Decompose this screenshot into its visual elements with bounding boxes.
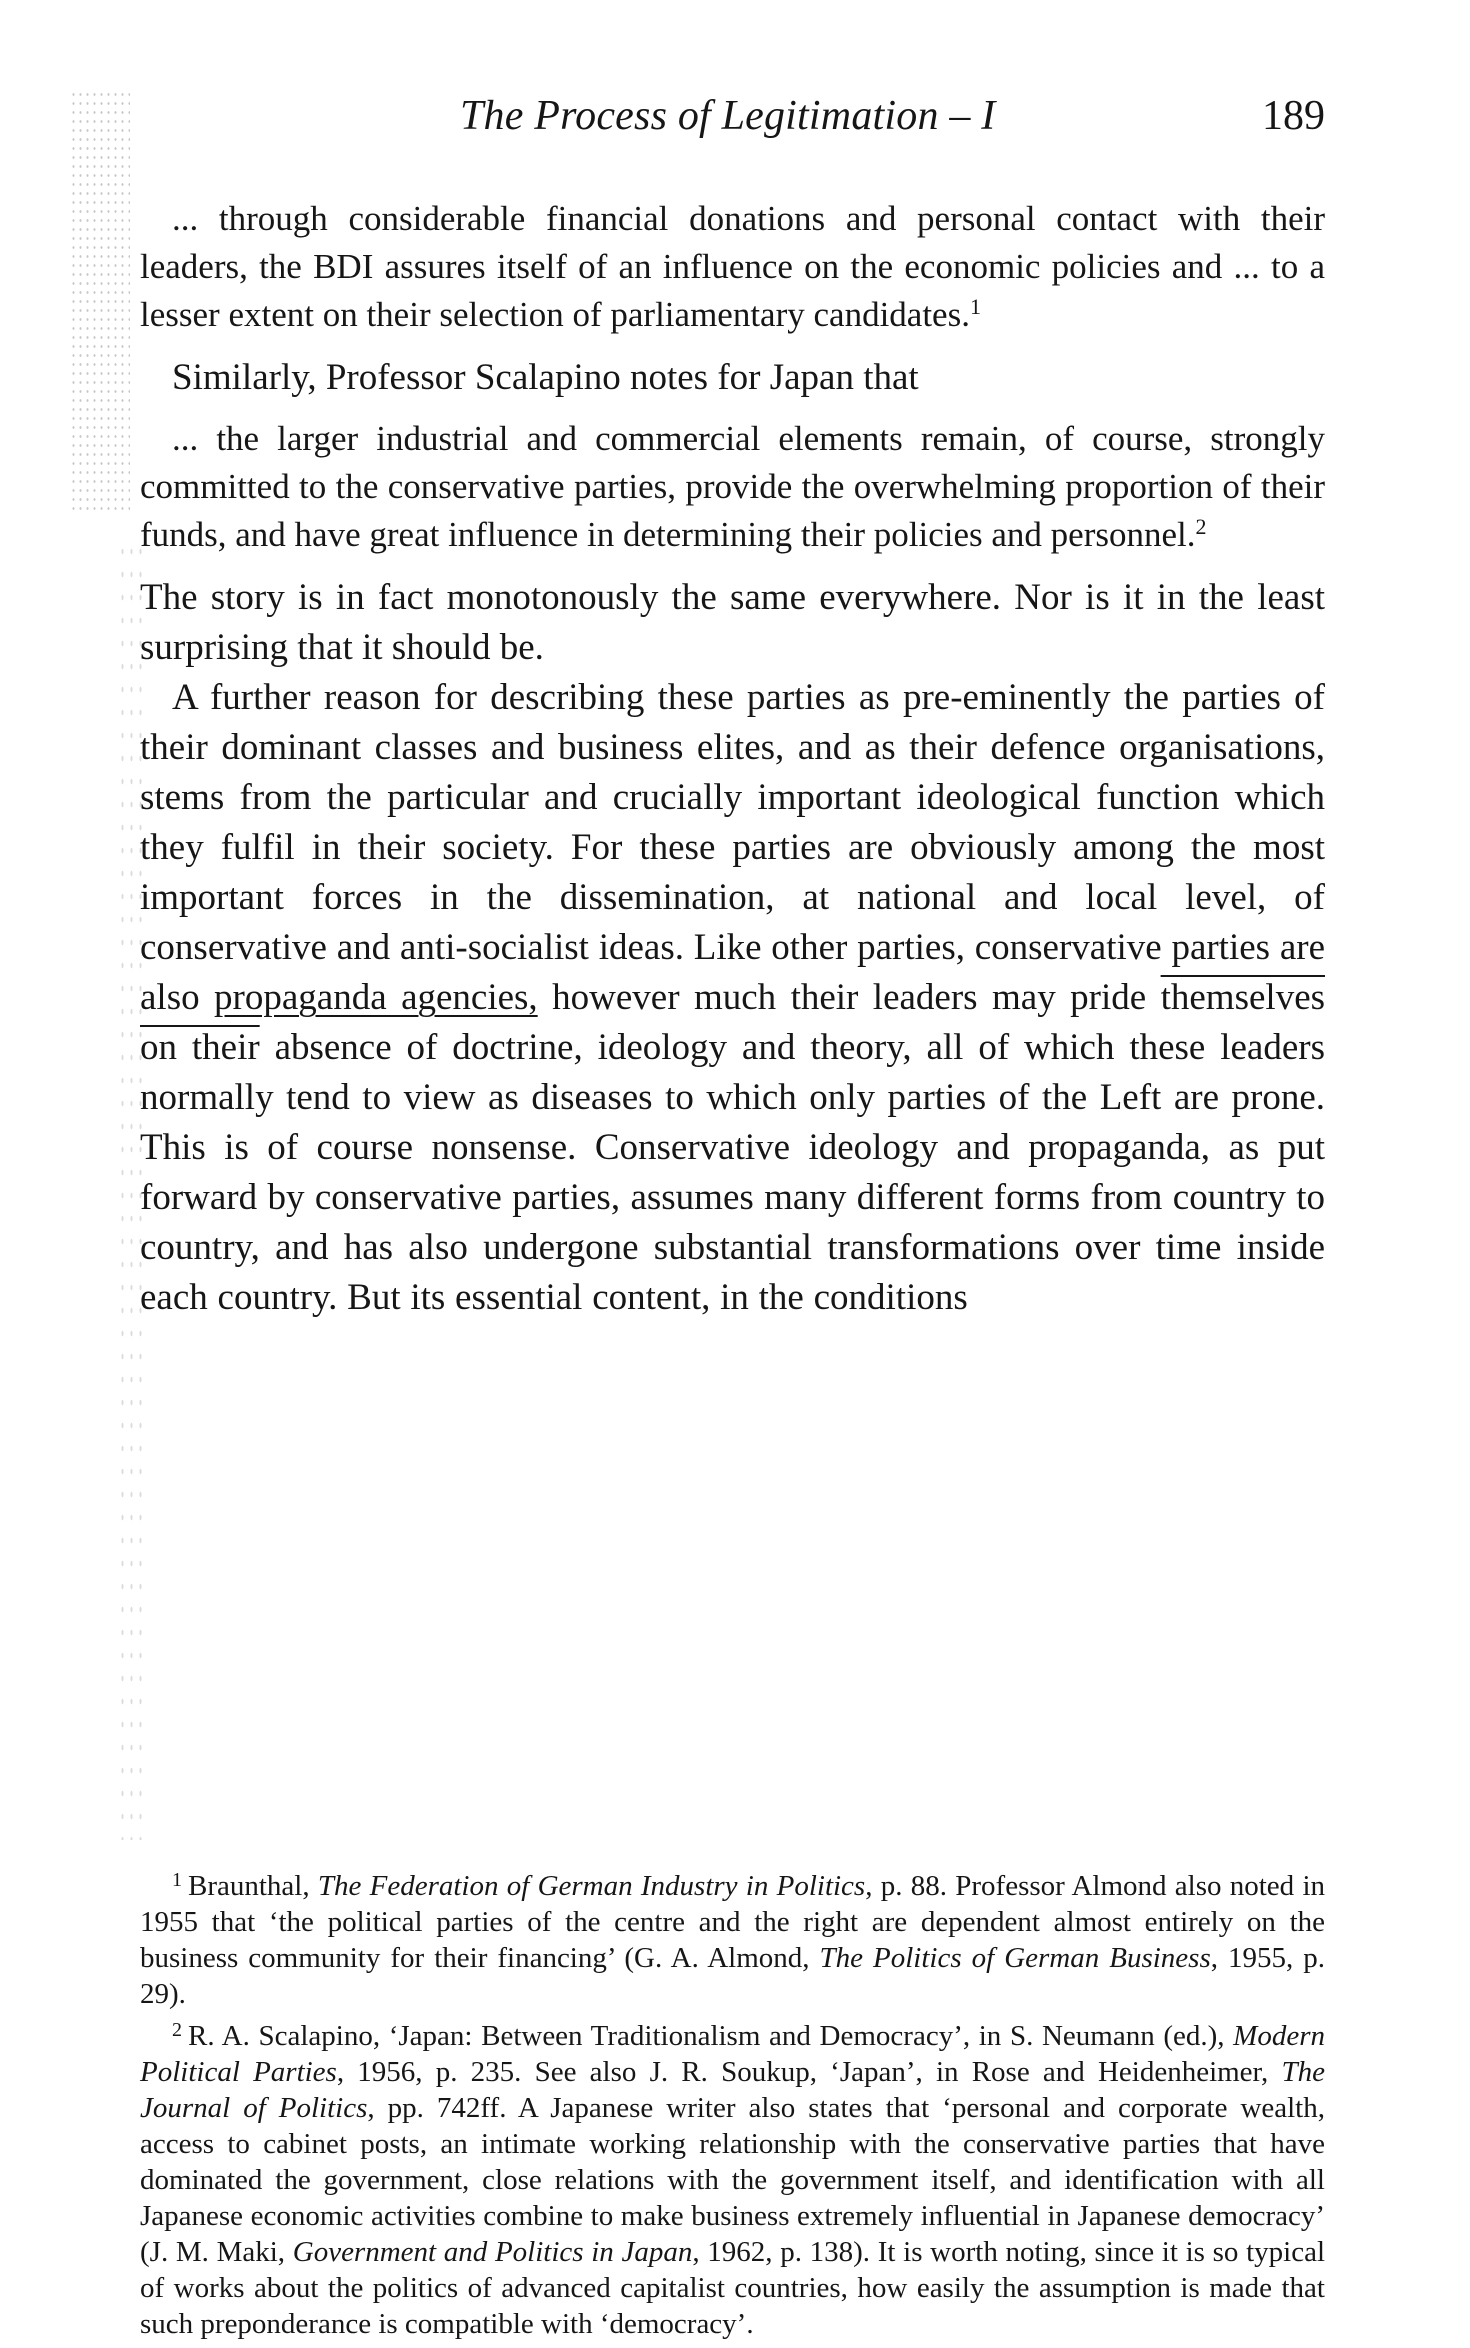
footnote-text: , pp. 742ff. A Japanese writer also states that ‘personal and corporate wealth, access to cabinet posts, an intimate working relationship with the conservative parties that have dominated the government, close relations with the government itself, and identification with all Japanese economic activities combine to make business extremely influential in Japanese democracy’ (J. M. Maki, <box>140 2092 1325 2268</box>
footnote-text: , 1962, p. 138). It is worth noting, since it is so typical of works about the politics of advanced capitalist countries, how easily the assumption is made that such preponderance is compatible with ‘democracy’. <box>140 2236 1326 2340</box>
footnote-ref-2: 2 <box>1195 514 1207 539</box>
footnote-text: R. A. Scalapino, ‘Japan: Between Traditionalism and Democracy’, in S. Neumann (ed.), <box>188 2020 1234 2052</box>
paragraph-ideological-function <box>140 673 1325 1323</box>
footnote-1 <box>140 1868 1325 2012</box>
block-quote-scalapino-text: ... the larger industrial and commercial elements remain, of course, strongly committed to the conservative parties, provide the overwhelming proportion of their funds, and have great influence in determining their policies and personnel. <box>140 419 1325 554</box>
footnote-title: The Journal of Politics <box>140 2056 1325 2124</box>
scan-speckle <box>70 90 130 510</box>
footnote-title: Government and Politics in Japan <box>292 2236 693 2268</box>
paragraph-text-part-1: A further reason for describing these parties as pre-eminently the parties of their dominant classes and business elites, and as their defence organisations, stems from the particular and crucially important ideological function which they fulfil in their society. For these parties are obviously among the most important forces in the dissemination, at national and local level, of conservative and anti-socialist ideas. Like other parties, conservative parties are also <box>140 677 1325 1018</box>
footnote-title: The Federation of German Industry in Politics <box>317 1870 866 1902</box>
footnote-text: Braunthal, <box>188 1870 318 1902</box>
footnote-marker: 2 <box>172 2019 182 2041</box>
block-quote-scalapino <box>140 415 1325 559</box>
overlined-phrase: themselves on their <box>140 977 1326 1068</box>
footnotes <box>140 1868 1325 2348</box>
footnote-2 <box>140 2018 1325 2342</box>
page-header <box>140 92 1325 152</box>
paragraph-text-part-2: however much their leaders may pride <box>552 977 1147 1018</box>
footnote-text: , 1955, p. 29). <box>140 1942 1326 2010</box>
footnote-marker: 1 <box>172 1869 182 1891</box>
footnote-title: Modern Political Parties <box>140 2020 1325 2088</box>
footnote-title: The Politics of German Business <box>819 1942 1211 1974</box>
footnote-text: , p. 88. Professor Almond also noted in 1955 that ‘the political parties of the centre and the right are dependent almost entirely on the business community for their financing’ (G. A. Almond, <box>140 1870 1325 1974</box>
page-body <box>140 195 1325 1323</box>
page-number: 189 <box>1262 93 1325 139</box>
footnote-text: , 1956, p. 235. See also J. R. Soukup, ‘Japan’, in Rose and Heidenheimer, <box>336 2056 1282 2088</box>
underlined-phrase: propaganda agencies, <box>214 977 538 1018</box>
footnote-ref-1: 1 <box>969 294 981 319</box>
paragraph-text-part-3: absence of doctrine, ideology and theory, all of which these leaders normally tend to view as diseases to which only parties of the Left are prone. This is of course nonsense. Conservative ideology and propaganda, as put forward by conservative parties, assumes many different forms from country to country, and has also undergone substantial transformations over time inside each country. But its essential content, in the conditions <box>140 1027 1325 1318</box>
block-quote-bdi-text: ... through considerable financial donations and personal contact with their leaders, the BDI assures itself of an influence on the economic policies and ... to a lesser extent on their selection of parliamentary candidates. <box>140 199 1325 334</box>
block-quote-bdi <box>140 195 1325 339</box>
running-title: The Process of Legitimation – I <box>460 93 996 139</box>
scalapino-lead-in: Similarly, Professor Scalapino notes for Japan that <box>172 357 919 398</box>
paragraph-story: The story is in fact monotonously the same everywhere. Nor is it in the least surprising that it should be. <box>140 577 1325 668</box>
